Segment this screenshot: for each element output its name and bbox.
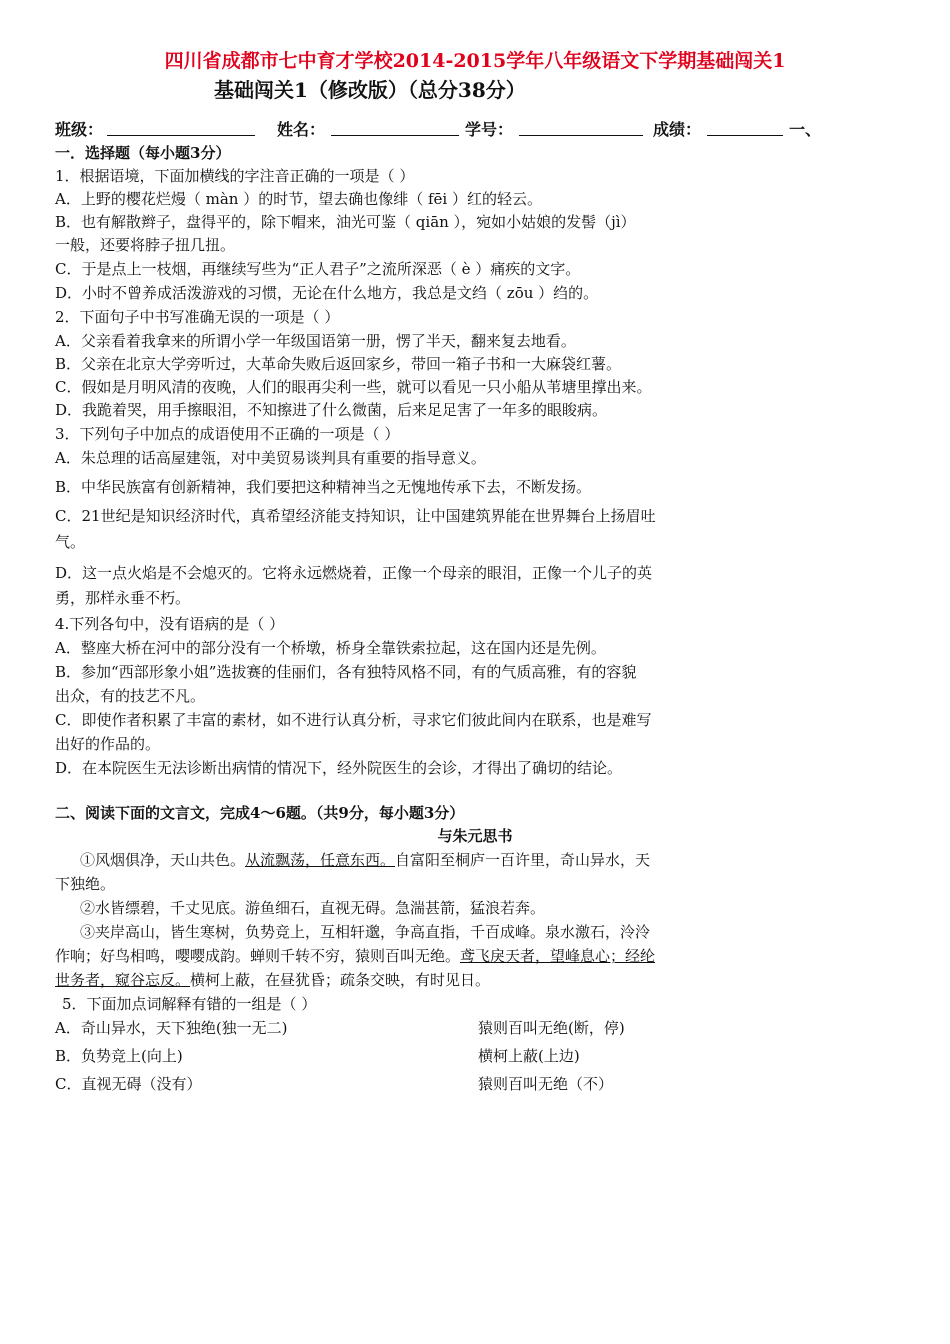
- passage-para-1: [80, 850, 650, 870]
- para-3-part-3: 横柯上蔽，在昼犹昏；疏条交映，有时见日。: [190, 971, 491, 989]
- score-label: 成绩：: [653, 120, 702, 139]
- class-blank[interactable]: [107, 119, 255, 136]
- q4-option-c: C．即使作者积累了丰富的素材，如不进行认真分析，寻求它们彼此间内在联系，也是难写: [55, 711, 652, 729]
- q4-option-d: D．在本院医生无法诊断出病情的情况下，经外院医生的会诊，才得出了确切的结论。: [55, 759, 623, 777]
- q1-option-d: D．小时不曾养成活泼游戏的习惯，无论在什么地方，我总是文绉（ zōu ）绉的。: [55, 284, 599, 302]
- q3-option-d: D．这一点火焰是不会熄灭的。它将永远燃烧着，正像一个母亲的眼泪，正像一个儿子的英: [55, 564, 653, 582]
- name-blank[interactable]: [331, 119, 459, 136]
- para-3-part-1: 作响；好鸟相鸣，嘤嘤成韵。蝉则千转不穷，猿则百叫无绝。: [55, 947, 461, 965]
- number-blank[interactable]: [519, 119, 643, 136]
- q5-option-b: B．负势竞上(向上): [55, 1047, 183, 1065]
- passage-title: 与朱元思书: [437, 827, 513, 845]
- name-label: 姓名：: [277, 120, 326, 139]
- q3-option-a: A．朱总理的话高屋建瓴，对中美贸易谈判具有重要的指导意义。: [55, 449, 486, 467]
- score-blank[interactable]: [707, 119, 783, 136]
- document-title: 四川省成都市七中育才学校2014-2015学年八年级语文下学期基础闯关1: [164, 50, 786, 72]
- q1-option-a: A．上野的樱花烂熳（ màn ）的时节，望去确也像绯（ fēi ）红的轻云。: [55, 190, 542, 208]
- passage-para-3-line-3: [55, 970, 490, 990]
- q2-option-d: D．我跪着哭，用手擦眼泪，不知擦进了什么微菌，后来足足害了一年多的眼睃病。: [55, 401, 608, 419]
- q1-option-c: C．于是点上一枝烟，再继续写些为“正人君子”之流所深恶（ è ）痛疾的文字。: [55, 260, 581, 278]
- passage-para-1-cont: 下独绝。: [55, 875, 116, 893]
- q3-option-d-cont: 勇，那样永垂不朽。: [55, 589, 191, 607]
- q3-stem: 3．下列句子中加点的成语使用不正确的一项是（ ）: [55, 425, 400, 443]
- passage-para-3-line-2: [55, 946, 655, 966]
- para-3-underlined-2: 世务者，窥谷忘反。: [55, 971, 191, 989]
- para-1-part-1: ①风烟俱净，天山共色。: [80, 851, 246, 869]
- para-1-part-3: 自富阳至桐庐一百许里，奇山异水，天: [395, 851, 651, 869]
- q5-option-b-right: 横柯上蔽(上边): [478, 1047, 580, 1065]
- q3-option-b: B．中华民族富有创新精神，我们要把这种精神当之无愧地传承下去，不断发扬。: [55, 478, 592, 496]
- q5-option-a: A．奇山异水，天下独绝(独一无二): [55, 1019, 288, 1037]
- q2-stem: 2．下面句子中书写准确无误的一项是（ ）: [55, 308, 340, 326]
- q4-option-b-cont: 出众，有的技艺不凡。: [55, 687, 206, 705]
- q2-option-b: B．父亲在北京大学旁听过，大革命失败后返回家乡，带回一箱子书和一大麻袋红薯。: [55, 355, 622, 373]
- q1-stem: 1．根据语境，下面加横线的字注音正确的一项是（ ）: [55, 167, 415, 185]
- q3-option-c-cont: 气。: [55, 533, 86, 551]
- section-2-heading: 二、阅读下面的文言文，完成4～6题。（共9分，每小题3分）: [55, 804, 465, 822]
- number-label: 学号：: [465, 120, 514, 139]
- class-label: 班级：: [55, 120, 104, 139]
- passage-para-2: ②水皆缥碧，千丈见底。游鱼细石，直视无碍。急湍甚箭，猛浪若奔。: [80, 899, 546, 917]
- q2-option-c: C．假如是月明风清的夜晚，人们的眼再尖利一些，就可以看见一只小船从苇塘里撑出来。: [55, 378, 652, 396]
- q4-option-c-cont: 出好的作品的。: [55, 735, 161, 753]
- passage-para-3: ③夹岸高山，皆生寒树，负势竞上，互相轩邈，争高直指，千百成峰。泉水激石，泠泠: [80, 923, 651, 941]
- q2-option-a: A．父亲看着我拿来的所谓小学一年级国语第一册，愣了半天，翻来复去地看。: [55, 332, 576, 350]
- q4-option-a: A．整座大桥在河中的部分没有一个桥墩，桥身全靠铁索拉起，这在国内还是先例。: [55, 639, 606, 657]
- q5-option-a-right: 猿则百叫无绝(断，停): [478, 1019, 625, 1037]
- q5-option-c: C．直视无碍（没有）: [55, 1075, 202, 1093]
- q4-stem: 4.下列各句中，没有语病的是（ ）: [55, 615, 285, 633]
- q3-option-c: C．21世纪是知识经济时代，真希望经济能支持知识，让中国建筑界能在世界舞台上扬眉吐: [55, 507, 656, 525]
- q1-option-b: B．也有解散辫子，盘得平的，除下帽来，油光可鉴（ qiān ），宛如小姑娘的发髻（jì）: [55, 213, 636, 231]
- sub-title: 基础闯关1（修改版）（总分38分）: [214, 78, 526, 102]
- q5-option-c-right: 猿则百叫无绝（不）: [478, 1075, 614, 1093]
- section-1-heading: 一．选择题（每小题3分）: [55, 144, 231, 162]
- q5-stem: 5．下面加点词解释有错的一组是（ ）: [62, 995, 317, 1013]
- q1-option-b-cont: 一般，还要将脖子扭几扭。: [55, 236, 236, 254]
- section-number-tail: 一、: [789, 120, 822, 139]
- para-3-underlined-1: 鸢飞戾天者，望峰息心；经纶: [460, 947, 656, 965]
- q4-option-b: B．参加“西部形象小姐”选拔赛的佳丽们，各有独特风格不同，有的气质高雅，有的容貌: [55, 663, 637, 681]
- para-1-underlined: 从流飘荡，任意东西。: [245, 851, 396, 869]
